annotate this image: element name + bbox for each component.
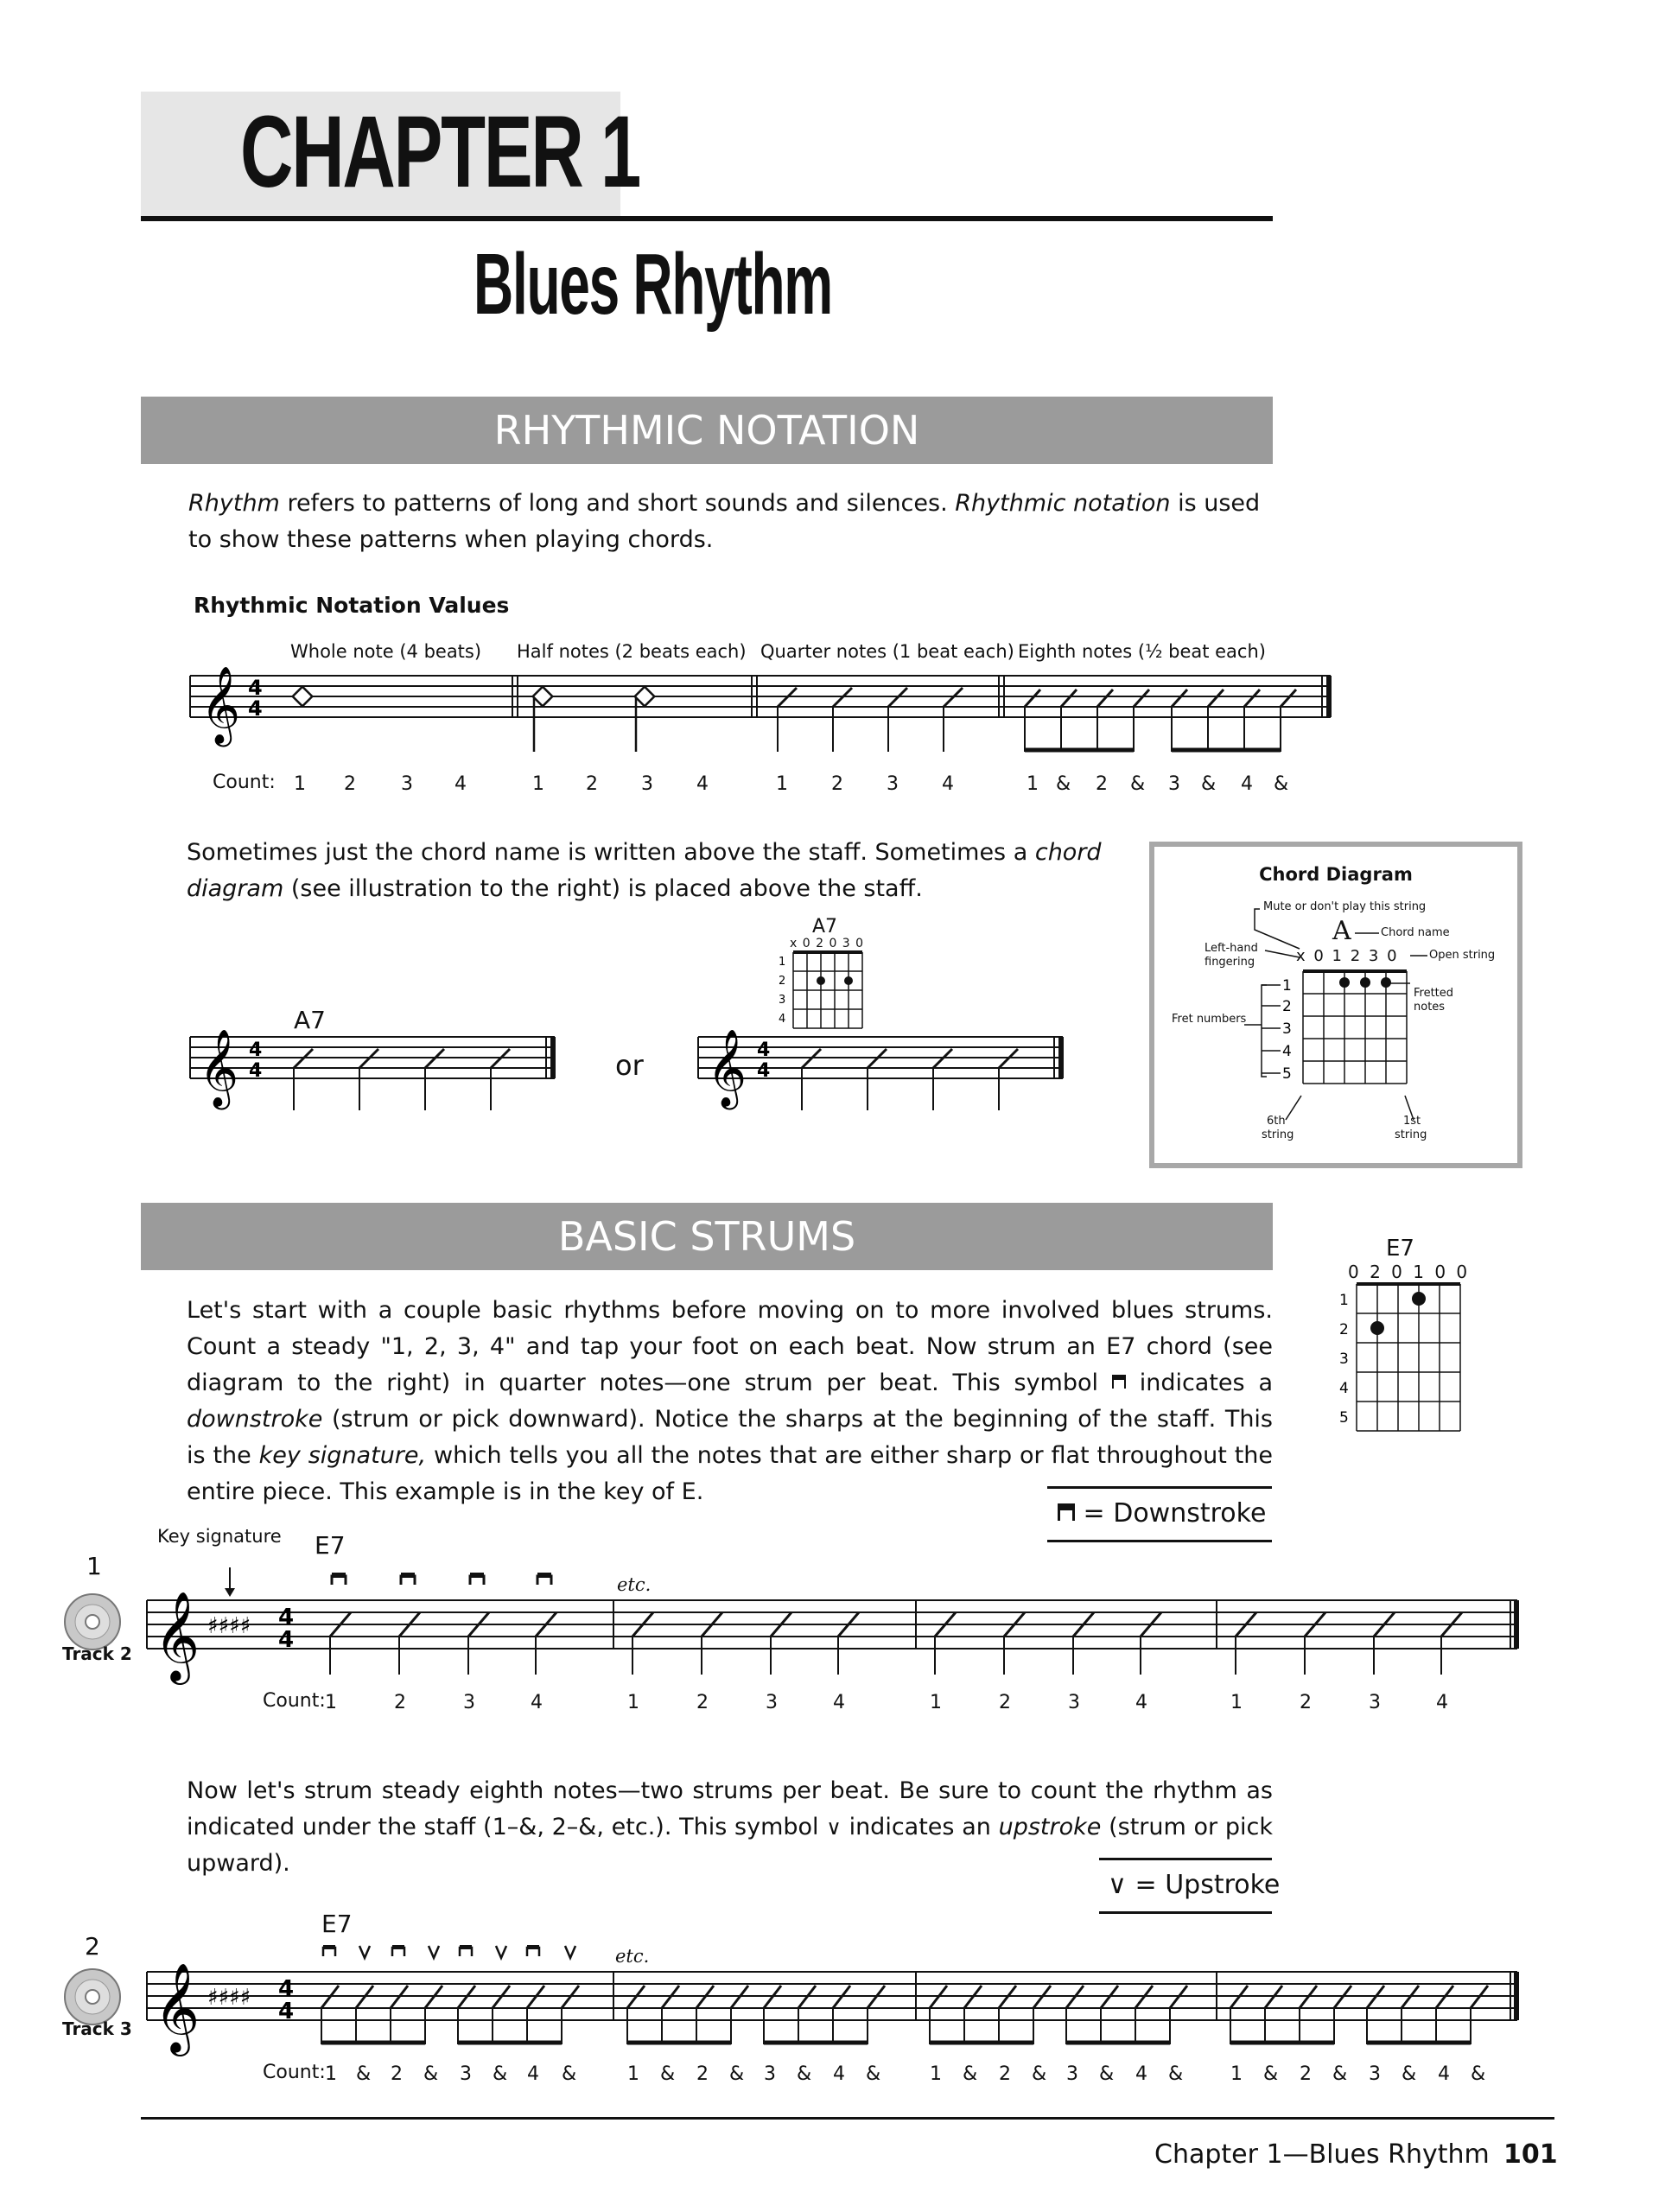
downstroke-marks [332,1576,551,1585]
whole-count-1: 1 [294,773,306,795]
ex2-count: 2 [999,2063,1011,2085]
ex2-count: 3 [764,2063,776,2085]
ex2-count: & [1471,2063,1486,2085]
ex2-count: & [729,2063,745,2085]
time-signature-bottom: 4 [248,696,263,721]
rhythm-intro-text-1: refers to patterns of long and short sounds and silences. [279,490,956,517]
example-1-track: Track 2 [62,1643,132,1664]
time-signature-bottom: 4 [757,1060,771,1082]
downstroke-legend-rule-bottom [1047,1540,1272,1542]
strums-text-3: (strum or pick downward). Notice the sharps at the beginning of the staff. This is the [187,1406,1273,1469]
upstroke-symbol-inline: ∨ [826,1815,842,1840]
treble-clef: 𝄞 [200,666,241,744]
ex2-count: & [963,2063,978,2085]
term-rhythm: Rhythm [188,490,280,517]
eighth-text-1: Now let's strum steady eighth notes—two strums per beat. Be sure to count the rhythm as indicated under the staff (1–&, 2–&, etc.). This symbol [187,1777,1273,1840]
explainer-fingering: fingering [1205,956,1255,969]
eighth-count-1: 1 [1027,773,1039,795]
explainer-notes: notes [1414,1001,1446,1014]
strums-text-2: indicates a [1125,1370,1273,1396]
e7-fret-5: 5 [1339,1409,1349,1427]
chord-name-text-1: Sometimes just the chord name is written above the staff. Sometimes a [187,839,1035,866]
section-banner-basic-strums: BASIC STRUMS [141,1203,1273,1270]
ex1-count: 4 [531,1692,543,1713]
ex2-count: 1 [1230,2063,1243,2085]
strums-paragraph [187,1293,1273,1510]
example-2-chord: E7 [321,1910,353,1938]
ex2-count: 4 [527,2063,539,2085]
downstroke-legend-text: = Downstroke [1083,1498,1267,1529]
chapter-subtitle: Blues Rhythm [474,236,832,333]
ex2-count: & [423,2063,439,2085]
footer-page-number: 101 [1503,2139,1558,2170]
whole-note [293,687,313,707]
chord-name-text-2: (see illustration to the right) is placed above the staff. [283,875,923,902]
ex2-count: 3 [1066,2063,1078,2085]
term-key-signature: key signature, [258,1442,427,1469]
ex1-count: 4 [833,1692,845,1713]
chapter-title: CHAPTER 1 [240,95,640,209]
ex2-count: & [356,2063,372,2085]
whole-count-4: 4 [454,773,467,795]
downstroke-symbol-inline [1112,1375,1126,1389]
eighth-paragraph [187,1773,1273,1882]
whole-count-3: 3 [401,773,413,795]
time-signature-top: 4 [248,676,263,700]
ex1-count: 3 [463,1692,475,1713]
ex1-count: 3 [1369,1692,1381,1713]
upstroke-legend-rule-bottom [1099,1911,1272,1914]
eighth-slashes [321,1986,1488,2044]
half-count-2: 2 [586,773,598,795]
ex2-count: 4 [833,2063,845,2085]
explainer-fret-numbers: Fret numbers [1172,1013,1247,1026]
fretted-dot [1370,1321,1384,1335]
eighth-count-and-4: & [1274,773,1289,795]
a7-fret-2: 2 [779,975,786,988]
ex2-count: 4 [1438,2063,1450,2085]
values-heading: Rhythmic Notation Values [194,593,510,618]
ex2-count: 1 [325,2063,337,2085]
label-half-notes: Half notes (2 beats each) [517,641,747,662]
eighth-count-and-1: & [1056,773,1071,795]
time-signature-top: 4 [278,1605,295,1630]
e7-fret-2: 2 [1339,1321,1349,1338]
ex1-count: 1 [627,1692,639,1713]
eighth-text-2: indicates an [841,1814,999,1840]
e7-fret-3: 3 [1339,1351,1349,1368]
a7-staff-right [691,1028,1071,1123]
ex2-count: & [797,2063,812,2085]
ex2-count: & [1332,2063,1348,2085]
term-chord-diagram: chord diagram [187,839,1102,902]
ex1-count: 1 [325,1692,337,1713]
fretted-dot [1339,977,1350,988]
upstroke-icon: ∨ [1108,1870,1127,1900]
eighth-count-3: 3 [1168,773,1180,795]
explainer-fret-1: 1 [1282,977,1292,995]
values-staff [181,665,1339,760]
treble-clef: 𝄞 [707,1029,747,1107]
strums-text-4: which tells you all the notes that are either sharp or flat throughout the entire piece. This example is in the key of E. [187,1442,1274,1505]
fretted-dot [1360,977,1370,988]
explainer-mute: Mute or don't play this string [1263,900,1427,913]
e7-chord-diagram [1336,1282,1465,1434]
explainer-fret-4: 4 [1282,1043,1292,1060]
eighth-notes [1025,690,1296,752]
ex2-count: 3 [1369,2063,1381,2085]
footer-rule [141,2117,1554,2120]
time-signature-bottom: 4 [278,1999,295,2024]
explainer-fret-3: 3 [1282,1020,1292,1038]
ex1-count: 4 [1135,1692,1147,1713]
quarter-count-2: 2 [831,773,843,795]
term-downstroke: downstroke [187,1406,323,1433]
downstroke-icon [1058,1503,1075,1521]
ex2-count: & [1263,2063,1279,2085]
fretted-dot [844,976,853,985]
treble-clef: 𝄞 [154,1591,200,1681]
ex2-count: & [1032,2063,1047,2085]
whole-count-2: 2 [344,773,356,795]
time-signature-top: 4 [249,1039,263,1061]
ex1-count: 2 [999,1692,1011,1713]
ex2-count: 2 [1300,2063,1312,2085]
treble-clef: 𝄞 [199,1029,239,1107]
eighth-count-and-3: & [1201,773,1217,795]
section-banner-rhythmic-notation: RHYTHMIC NOTATION [141,397,1273,464]
term-rhythmic-notation: Rhythmic notation [955,490,1171,517]
quarter-count-3: 3 [887,773,899,795]
explainer-chord-letter: A [1332,916,1351,946]
example-1-staff [138,1555,1521,1685]
a7-diagram-string-marks: x 0 2 0 3 0 [790,937,865,950]
fretted-dot [817,976,825,985]
ex2-count: 1 [627,2063,639,2085]
example-2-track: Track 3 [62,2018,132,2039]
eighth-count-2: 2 [1096,773,1108,795]
time-signature-bottom: 4 [249,1060,263,1082]
time-signature-bottom: 4 [278,1627,295,1653]
explainer-first: 1st [1403,1115,1421,1128]
values-count-label: Count: [213,772,276,793]
key-sharps: ♯♯♯♯ [207,1613,251,1639]
ex2-count: 3 [460,2063,472,2085]
explainer-fretted: Fretted [1414,987,1454,1000]
ex1-count: 3 [766,1692,778,1713]
a7-fret-3: 3 [779,994,786,1007]
ex2-count: 4 [1135,2063,1147,2085]
ex1-count: 2 [394,1692,406,1713]
a7-fret-4: 4 [779,1013,786,1026]
time-signature-top: 4 [278,1976,295,2002]
upstroke-legend [1108,1870,1280,1900]
chord-diagram-explainer [1149,842,1522,1168]
ex1-count: 2 [696,1692,709,1713]
fretted-dot [1381,977,1391,988]
ex2-count: 2 [391,2063,403,2085]
ex1-count: 3 [1068,1692,1080,1713]
example-1-etc: etc. [617,1574,652,1595]
example-2-number: 2 [85,1932,100,1961]
ex1-count: 2 [1300,1692,1312,1713]
key-signature-label: Key signature [157,1526,282,1547]
quarter-count-4: 4 [942,773,954,795]
ex2-count: 2 [696,2063,709,2085]
explainer-chord-name: Chord name [1381,926,1450,939]
example-2-count-label: Count: [263,2062,326,2083]
label-quarter-notes: Quarter notes (1 beat each) [760,641,1014,662]
eighth-count-4: 4 [1241,773,1253,795]
downstroke-legend [1058,1498,1266,1529]
eighth-text-3: (strum or pick upward). [187,1814,1273,1877]
quarter-slashes [330,1612,1462,1675]
a7-chord-diagram [776,950,871,1033]
a7-chord-name: A7 [294,1006,326,1034]
label-whole-note: Whole note (4 beats) [290,641,482,662]
explainer-left-hand: Left-hand [1205,942,1258,955]
term-upstroke: upstroke [998,1814,1102,1840]
upstroke-legend-rule-top [1099,1858,1272,1860]
fretted-dot [1412,1292,1426,1306]
footer-running-title: Chapter 1—Blues Rhythm [1154,2139,1490,2170]
ex1-count: 4 [1436,1692,1448,1713]
example-1-number: 1 [86,1552,102,1580]
explainer-title: Chord Diagram [1259,864,1413,885]
quarter-count-1: 1 [776,773,788,795]
e7-fret-4: 4 [1339,1380,1349,1397]
upstroke-legend-text: = Upstroke [1135,1870,1281,1900]
strums-text-1: Let's start with a couple basic rhythms before moving on to more involved blues strums. Count a steady "1, 2, 3, 4" and tap your foot on each beat. Now strum an E7 chord (see diagram to the right) in quarter notes—one strum per beat. This symbol [187,1297,1273,1396]
explainer-fret-5: 5 [1282,1065,1292,1083]
eighth-count-and-2: & [1130,773,1146,795]
rhythm-intro-text-2: is used to show these patterns when playing chords. [188,490,1261,553]
e7-fret-1: 1 [1339,1292,1349,1309]
a7-fret-1: 1 [779,956,786,969]
e7-diagram-string-marks: 0 2 0 1 0 0 [1348,1262,1471,1282]
ex2-count: & [562,2063,577,2085]
explainer-first-string: string [1395,1128,1427,1141]
half-count-4: 4 [696,773,709,795]
ex1-count: 1 [930,1692,942,1713]
example-2-etc: etc. [615,1946,650,1967]
explainer-fret-2: 2 [1282,998,1292,1015]
ex2-count: & [660,2063,676,2085]
quarter-notes [778,688,963,752]
ex2-count: & [866,2063,881,2085]
ex2-count: & [493,2063,508,2085]
explainer-sixth-string: string [1262,1128,1294,1141]
chapter-rule [141,216,1273,221]
ex2-count: 1 [930,2063,942,2085]
treble-clef: 𝄞 [154,1962,200,2053]
rhythm-intro-paragraph [188,486,1273,558]
example-1-count-label: Count: [263,1690,326,1712]
time-signature-top: 4 [757,1039,771,1061]
a7-staff-left [183,1028,563,1123]
e7-diagram-chord-name: E7 [1386,1236,1414,1262]
a7-diagram-chord-name: A7 [812,916,838,938]
explainer-open-string: Open string [1429,949,1496,962]
example-2-staff [138,1932,1521,2062]
key-sharps: ♯♯♯♯ [207,1985,251,2011]
ex2-count: & [1168,2063,1184,2085]
ex1-count: 1 [1230,1692,1243,1713]
explainer-string-marks: x 0 1 2 3 0 [1296,947,1399,965]
explainer-sixth: 6th [1267,1115,1286,1128]
ex2-count: & [1402,2063,1417,2085]
half-count-1: 1 [532,773,544,795]
explainer-diagram [1154,847,1517,1163]
label-eighth-notes: Eighth notes (½ beat each) [1018,641,1266,662]
or-label: or [615,1049,644,1082]
ex2-count: & [1099,2063,1115,2085]
chord-name-paragraph [187,835,1137,907]
example-1-chord: E7 [315,1531,346,1560]
downstroke-legend-rule-top [1047,1486,1272,1489]
half-count-3: 3 [641,773,653,795]
